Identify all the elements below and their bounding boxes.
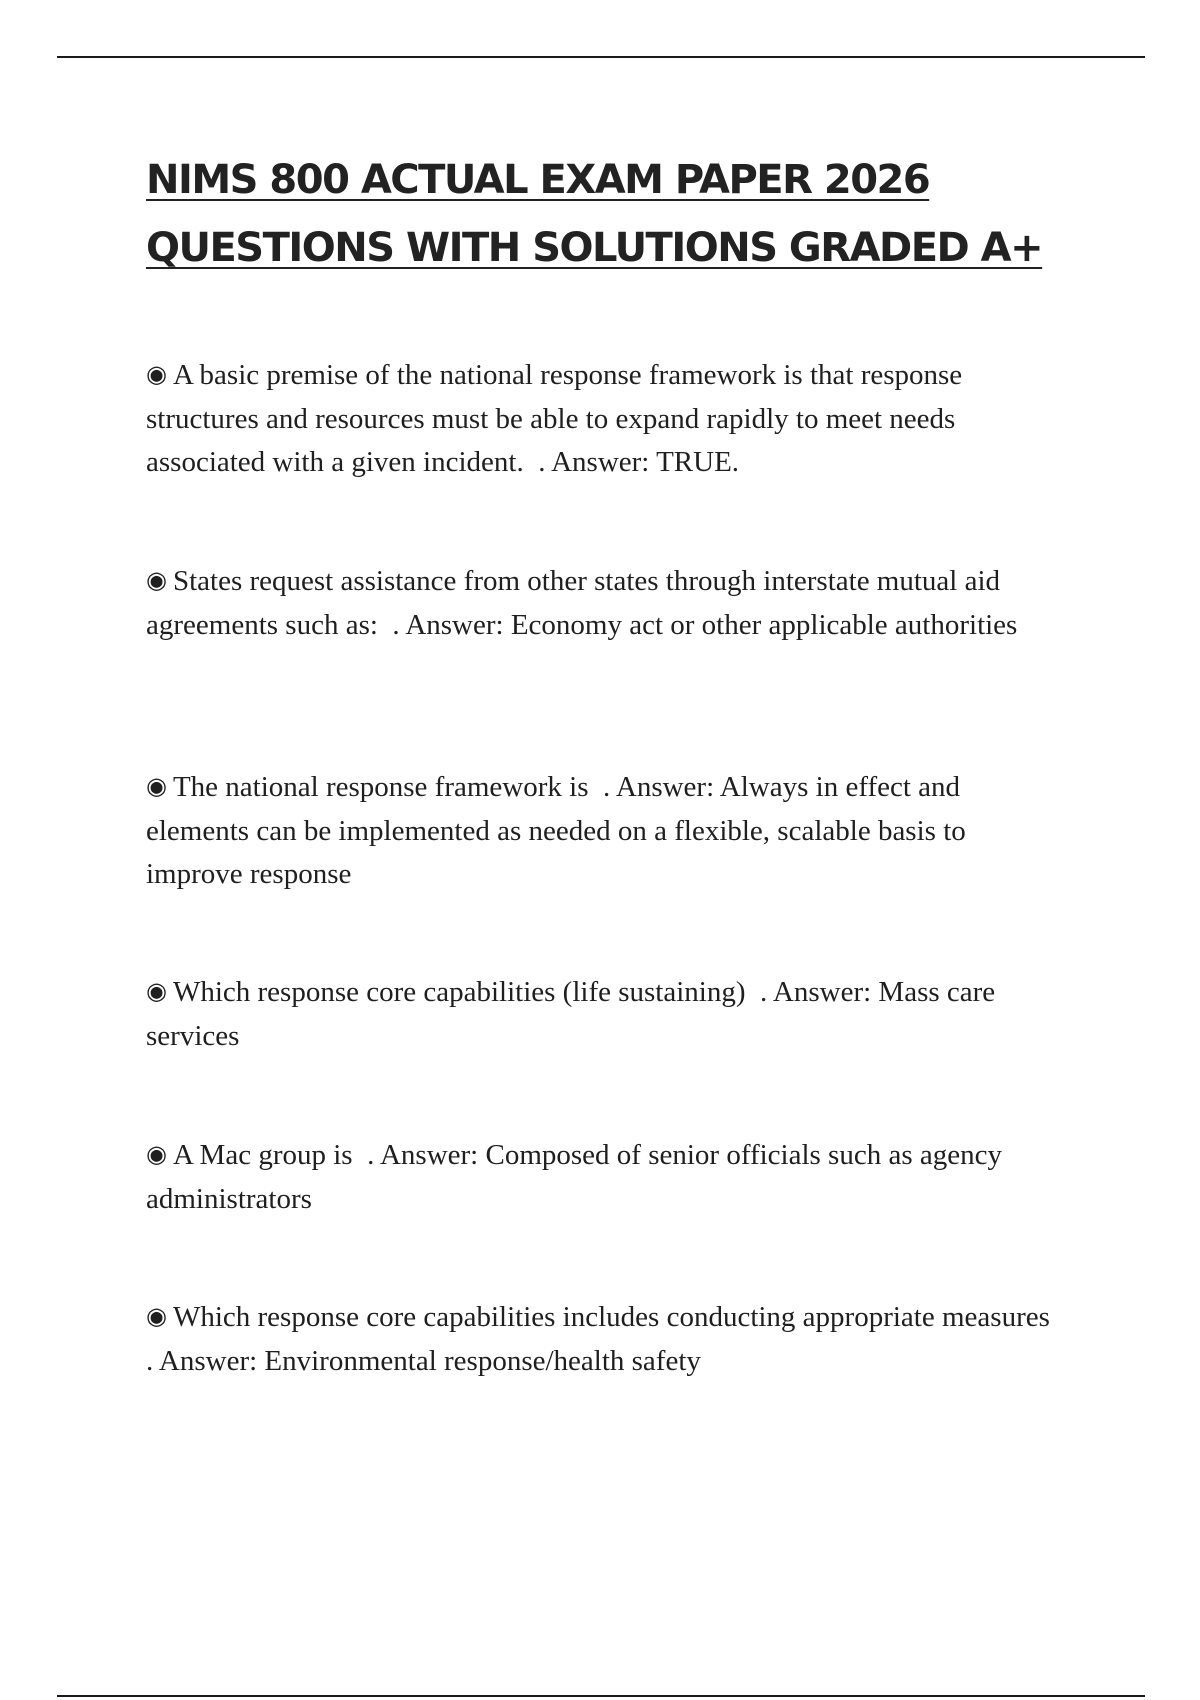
answer-text: . Answer: Always in effect and elements can be implemented as needed on a flexible, scalable basis to improve response (146, 771, 966, 890)
question-text: Which response core capabilities (life sustaining) (172, 976, 746, 1008)
answer-text: . Answer: Mass care services (146, 976, 996, 1052)
question-text: A Mac group is (172, 1139, 353, 1171)
radio-bullet-icon: ◉ (146, 1140, 167, 1168)
radio-bullet-icon: ◉ (146, 360, 167, 388)
title-line-2: QUESTIONS WITH SOLUTIONS GRADED A+ (146, 225, 1043, 271)
qa-item-4 (146, 971, 1066, 1058)
radio-bullet-icon: ◉ (146, 977, 167, 1005)
question-text: The national response framework is (172, 771, 589, 803)
answer-text: . Answer: Economy act or other applicable authorities (392, 609, 1018, 641)
radio-bullet-icon: ◉ (146, 566, 167, 594)
question-text: Which response core capabilities includes conducting appropriate measures (172, 1301, 1050, 1333)
radio-bullet-icon: ◉ (146, 772, 167, 800)
bottom-divider (57, 1695, 1145, 1697)
title-line-1: NIMS 800 ACTUAL EXAM PAPER 2026 (146, 157, 930, 203)
top-divider (57, 56, 1145, 58)
radio-bullet-icon: ◉ (146, 1302, 167, 1330)
answer-text: . Answer: Environmental response/health safety (146, 1345, 701, 1377)
qa-item-6 (146, 1296, 1066, 1383)
page-title (146, 146, 1106, 282)
qa-item-1 (146, 354, 1066, 484)
qa-item-3 (146, 766, 1066, 896)
qa-item-5 (146, 1134, 1066, 1221)
question-text: States request assistance from other states through interstate mutual aid agreements such as: (146, 565, 1001, 641)
answer-text: . Answer: TRUE. (538, 446, 740, 478)
qa-item-2 (146, 560, 1066, 647)
answer-text: . Answer: Composed of senior officials such as agency administrators (146, 1139, 1002, 1215)
question-text: A basic premise of the national response framework is that response structures and resources must be able to expand rapidly to meet needs associated with a given incident. (146, 359, 963, 478)
